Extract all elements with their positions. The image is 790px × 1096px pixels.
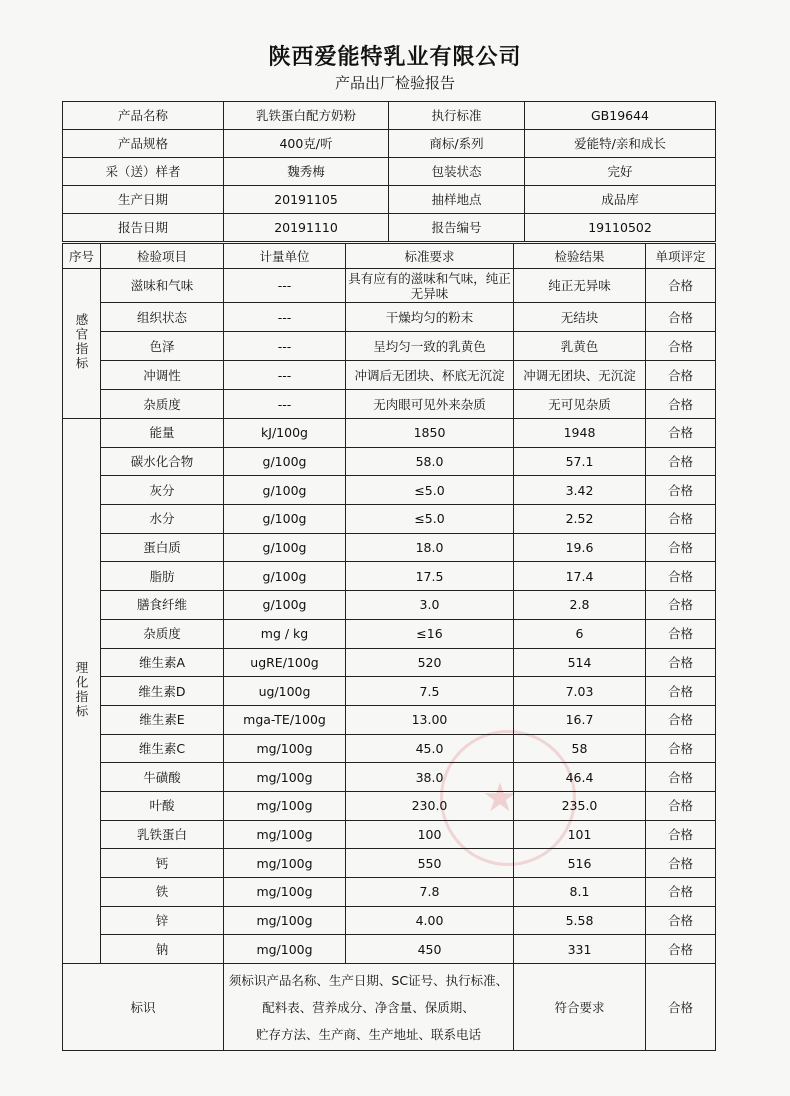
item-name: 乳铁蛋白 [101,820,224,849]
result-cell: 514 [514,648,646,677]
unit-cell: g/100g [224,591,346,620]
table-row [63,906,716,935]
item-name: 膳食纤维 [101,591,224,620]
standard-cell: 无肉眼可见外来杂质 [346,390,514,419]
result-cell: 无结块 [514,303,646,332]
info-value: 魏秀梅 [224,158,389,186]
info-row [63,158,716,186]
unit-cell: mg/100g [224,906,346,935]
result-cell: 7.03 [514,677,646,706]
item-name: 锌 [101,906,224,935]
evaluation-cell: 合格 [646,419,716,448]
table-row [63,677,716,706]
seal-star-icon: ★ [482,775,518,821]
evaluation-cell: 合格 [646,361,716,390]
table-row [63,648,716,677]
column-header: 检验结果 [514,244,646,269]
report-title: 产品出厂检验报告 [334,74,455,92]
table-row [63,878,716,907]
result-cell: 57.1 [514,447,646,476]
standard-cell: 7.8 [346,878,514,907]
standard-cell: 13.00 [346,705,514,734]
standard-cell: 45.0 [346,734,514,763]
result-cell: 58 [514,734,646,763]
result-cell: 331 [514,935,646,964]
info-value: 完好 [525,158,716,186]
standard-cell: ≤16 [346,619,514,648]
info-row [63,130,716,158]
standard-cell: 呈均匀一致的乳黄色 [346,332,514,361]
item-name: 钠 [101,935,224,964]
standard-cell: 1850 [346,419,514,448]
standard-cell: 520 [346,648,514,677]
table-row [63,505,716,534]
result-cell: 17.4 [514,562,646,591]
evaluation-cell: 合格 [646,849,716,878]
standard-line: 须标识产品名称、生产日期、SC证号、执行标准、 [228,972,509,988]
info-row [63,214,716,242]
info-value: 400克/听 [224,130,389,158]
result-cell: 16.7 [514,705,646,734]
table-row [63,849,716,878]
standard-cell: 冲调后无团块、杯底无沉淀 [346,361,514,390]
table-row [63,705,716,734]
result-cell: 符合要求 [514,964,646,1051]
result-cell: 516 [514,849,646,878]
table-row [63,533,716,562]
evaluation-cell: 合格 [646,906,716,935]
evaluation-cell: 合格 [646,935,716,964]
standard-cell: 100 [346,820,514,849]
info-value: 20191105 [224,186,389,214]
evaluation-cell: 合格 [646,619,716,648]
result-cell: 2.8 [514,591,646,620]
item-name: 灰分 [101,476,224,505]
standard-line: 配料表、营养成分、净含量、保质期、 [262,999,475,1015]
result-cell: 冲调无团块、无沉淀 [514,361,646,390]
table-row [63,269,716,303]
info-value: 20191110 [224,214,389,242]
table-row [63,935,716,964]
item-name: 能量 [101,419,224,448]
info-label: 抽样地点 [389,186,525,214]
info-label: 包装状态 [389,158,525,186]
table-row [63,476,716,505]
labeling-row [63,964,716,1051]
table-row [63,447,716,476]
unit-cell: ugRE/100g [224,648,346,677]
table-row [63,763,716,792]
item-name: 叶酸 [101,791,224,820]
table-row [63,591,716,620]
evaluation-cell: 合格 [646,964,716,1051]
result-cell: 1948 [514,419,646,448]
unit-cell: --- [224,269,346,303]
table-header-row [63,244,716,269]
unit-cell: mg/100g [224,791,346,820]
evaluation-cell: 合格 [646,562,716,591]
info-value: 成品库 [525,186,716,214]
table-row [63,361,716,390]
column-header: 计量单位 [224,244,346,269]
result-cell: 2.52 [514,505,646,534]
info-label: 报告日期 [63,214,224,242]
evaluation-cell: 合格 [646,269,716,303]
table-row [63,390,716,419]
table-row [63,734,716,763]
item-name: 维生素C [101,734,224,763]
table-row [63,303,716,332]
item-name: 杂质度 [101,619,224,648]
evaluation-cell: 合格 [646,533,716,562]
item-name: 脂肪 [101,562,224,591]
unit-cell: g/100g [224,447,346,476]
unit-cell: mg/100g [224,849,346,878]
unit-cell: mg/100g [224,820,346,849]
info-row [63,102,716,130]
table-row [63,791,716,820]
evaluation-cell: 合格 [646,705,716,734]
info-label: 报告编号 [389,214,525,242]
evaluation-cell: 合格 [646,591,716,620]
result-cell: 46.4 [514,763,646,792]
result-cell: 3.42 [514,476,646,505]
unit-cell: kJ/100g [224,419,346,448]
table-row [63,820,716,849]
info-value: GB19644 [525,102,716,130]
standard-cell: 450 [346,935,514,964]
standard-cell: 38.0 [346,763,514,792]
group-label-text: 理化指标 [74,660,89,719]
evaluation-cell: 合格 [646,878,716,907]
item-name: 标识 [63,964,224,1051]
table-row [63,419,716,448]
item-name: 维生素D [101,677,224,706]
table-row [63,332,716,361]
evaluation-cell: 合格 [646,476,716,505]
standard-cell: 18.0 [346,533,514,562]
company-name: 陕西爱能特乳业有限公司 [268,45,522,70]
result-cell: 235.0 [514,791,646,820]
unit-cell: g/100g [224,476,346,505]
standard-cell: ≤5.0 [346,505,514,534]
group-label-physchem [63,419,101,964]
result-cell: 无可见杂质 [514,390,646,419]
item-name: 组织状态 [101,303,224,332]
unit-cell: mg/100g [224,734,346,763]
evaluation-cell: 合格 [646,734,716,763]
evaluation-cell: 合格 [646,332,716,361]
column-header: 单项评定 [646,244,716,269]
info-label: 生产日期 [63,186,224,214]
unit-cell: mga-TE/100g [224,705,346,734]
info-label: 采（送）样者 [63,158,224,186]
unit-cell: mg/100g [224,935,346,964]
unit-cell: --- [224,303,346,332]
standard-cell: 具有应有的滋味和气味，纯正无异味 [346,269,514,303]
column-header: 检验项目 [101,244,224,269]
info-value: 19110502 [525,214,716,242]
standard-cell: 230.0 [346,791,514,820]
unit-cell: g/100g [224,562,346,591]
result-cell: 101 [514,820,646,849]
evaluation-cell: 合格 [646,447,716,476]
info-label: 产品规格 [63,130,224,158]
item-name: 色泽 [101,332,224,361]
standard-cell: 3.0 [346,591,514,620]
info-row [63,186,716,214]
unit-cell: mg/100g [224,878,346,907]
unit-cell: ug/100g [224,677,346,706]
evaluation-cell: 合格 [646,820,716,849]
evaluation-cell: 合格 [646,303,716,332]
inspection-table [62,243,716,1051]
evaluation-cell: 合格 [646,390,716,419]
product-info-table [62,101,716,242]
item-name: 铁 [101,878,224,907]
column-header: 序号 [63,244,101,269]
standard-cell: 17.5 [346,562,514,591]
group-label-text: 感官指标 [74,313,89,371]
info-label: 执行标准 [389,102,525,130]
unit-cell: --- [224,332,346,361]
result-cell: 8.1 [514,878,646,907]
info-label: 产品名称 [63,102,224,130]
item-name: 牛磺酸 [101,763,224,792]
item-name: 冲调性 [101,361,224,390]
result-cell: 纯正无异味 [514,269,646,303]
evaluation-cell: 合格 [646,505,716,534]
item-name: 滋味和气味 [101,269,224,303]
evaluation-cell: 合格 [646,648,716,677]
unit-cell: mg/100g [224,763,346,792]
evaluation-cell: 合格 [646,791,716,820]
item-name: 钙 [101,849,224,878]
column-header: 标准要求 [346,244,514,269]
info-value: 爱能特/亲和成长 [525,130,716,158]
info-value: 乳铁蛋白配方奶粉 [224,102,389,130]
unit-cell: --- [224,361,346,390]
table-row [63,619,716,648]
unit-cell: mg / kg [224,619,346,648]
standard-cell [224,964,514,1051]
result-cell: 乳黄色 [514,332,646,361]
item-name: 碳水化合物 [101,447,224,476]
evaluation-cell: 合格 [646,677,716,706]
item-name: 维生素E [101,705,224,734]
standard-cell: ≤5.0 [346,476,514,505]
item-name: 水分 [101,505,224,534]
info-label: 商标/系列 [389,130,525,158]
table-row [63,562,716,591]
item-name: 维生素A [101,648,224,677]
unit-cell: g/100g [224,505,346,534]
standard-cell: 干燥均匀的粉末 [346,303,514,332]
item-name: 蛋白质 [101,533,224,562]
standard-cell: 4.00 [346,906,514,935]
result-cell: 19.6 [514,533,646,562]
standard-cell: 7.5 [346,677,514,706]
group-label-sensory [63,269,101,419]
standard-cell: 58.0 [346,447,514,476]
result-cell: 5.58 [514,906,646,935]
standard-cell: 550 [346,849,514,878]
standard-line: 贮存方法、生产商、生产地址、联系电话 [255,1026,481,1042]
unit-cell: g/100g [224,533,346,562]
evaluation-cell: 合格 [646,763,716,792]
item-name: 杂质度 [101,390,224,419]
unit-cell: --- [224,390,346,419]
result-cell: 6 [514,619,646,648]
